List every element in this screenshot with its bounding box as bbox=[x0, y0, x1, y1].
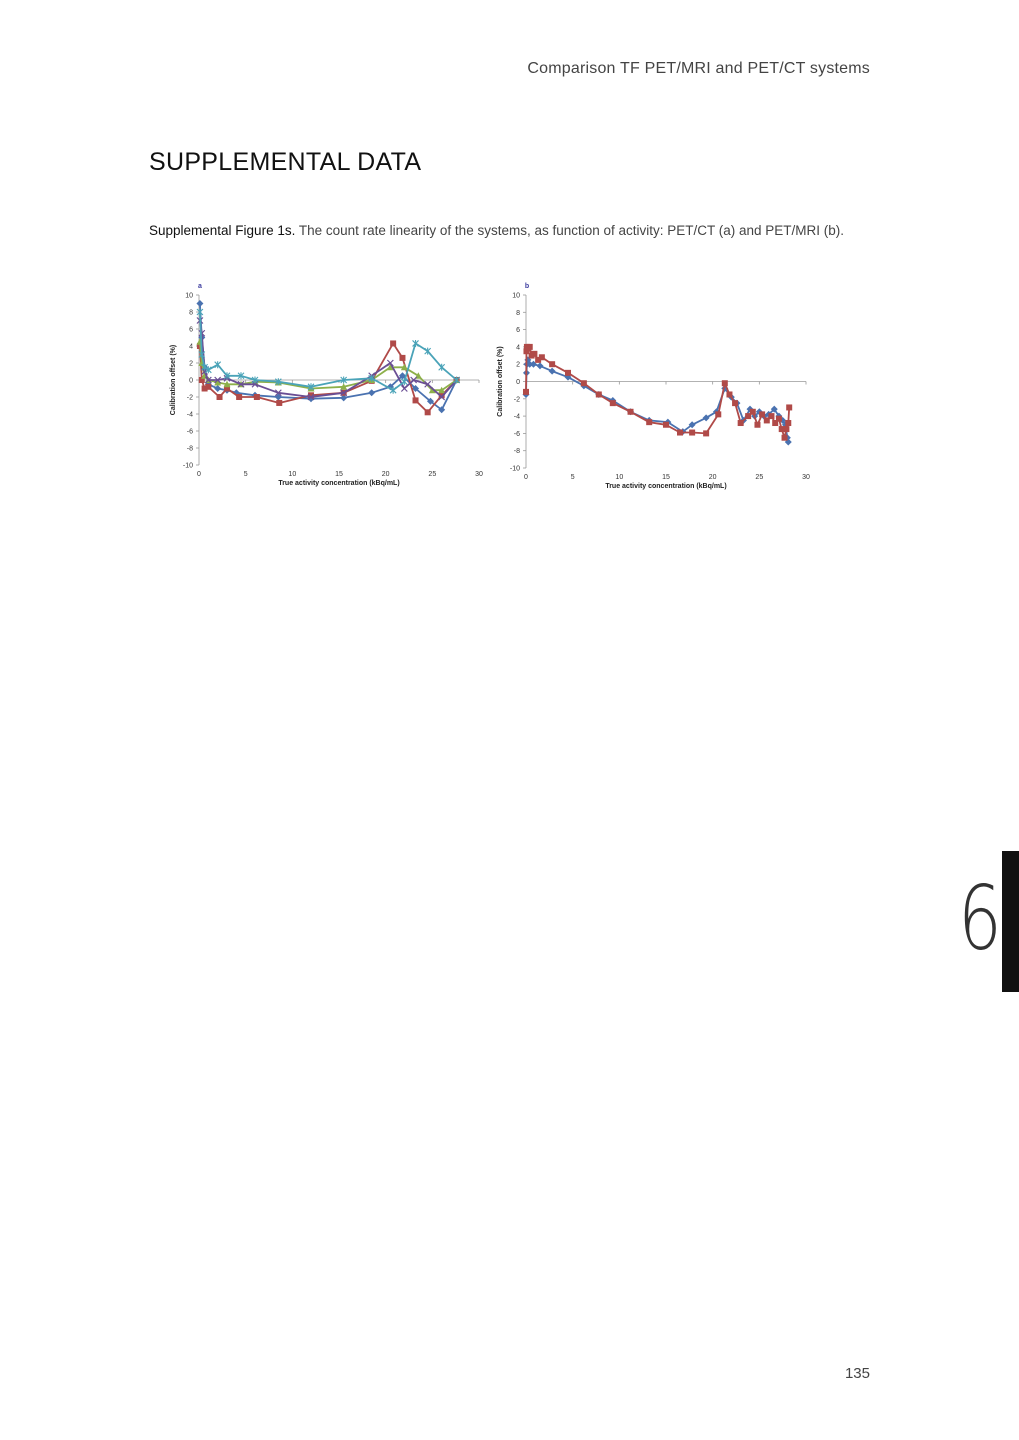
chart-b-series-2-point bbox=[549, 361, 555, 367]
chart-a-x-tick-label: 15 bbox=[335, 471, 343, 478]
chart-a-series-5-point bbox=[390, 387, 396, 394]
chart-a-series-1-point bbox=[214, 385, 221, 392]
chart-b-y-tick-label: 6 bbox=[516, 327, 520, 335]
chart-a-x-tick-label: 10 bbox=[288, 471, 297, 478]
chart-b-series-2-point bbox=[663, 422, 669, 428]
figure-caption bbox=[149, 220, 871, 242]
chapter-number: 6 bbox=[958, 867, 1002, 970]
chart-a-series-2-point bbox=[236, 394, 242, 400]
chart-a-series-2-point bbox=[399, 355, 405, 361]
chart-a-series-1-point bbox=[368, 389, 375, 396]
chart-b-y-tick-label: 4 bbox=[516, 344, 520, 352]
chart-b-series-2-point bbox=[703, 430, 709, 436]
chart-a-series-2-point bbox=[276, 400, 282, 406]
chart-a-series-5-point bbox=[401, 378, 407, 385]
chart-b-series-1-point bbox=[549, 368, 556, 375]
chart-a-y-axis-title: Calibration offset (%) bbox=[170, 344, 177, 416]
chart-b-series-2-point bbox=[539, 354, 545, 360]
chart-a-panel-label: a bbox=[198, 283, 202, 290]
chart-a-series-5-point bbox=[413, 340, 419, 347]
chart-a-series-2-point bbox=[425, 409, 431, 415]
chart-a-y-tick-label: 2 bbox=[189, 360, 193, 368]
chart-a-y-tick-label: 8 bbox=[189, 309, 193, 317]
chart-a-y-tick-label: -6 bbox=[186, 428, 193, 436]
chart-b-series-2-point bbox=[722, 380, 728, 386]
chart-b-series-1-point bbox=[537, 362, 544, 369]
chart-b-series-2-point bbox=[786, 404, 792, 410]
chart-b-series-2-point bbox=[596, 391, 602, 397]
chart-b-series-2-point bbox=[531, 351, 537, 357]
chart-b-series-2-point bbox=[783, 426, 789, 432]
chart-a-svg bbox=[165, 278, 495, 500]
chart-b-series-2-point bbox=[628, 409, 634, 415]
chart-b-y-tick-label: -8 bbox=[513, 448, 520, 456]
chart-b-y-tick-label: 2 bbox=[516, 361, 520, 369]
chart-b-series-2-point bbox=[750, 409, 756, 415]
chart-b-series-2-point bbox=[732, 400, 738, 406]
chart-b-series-2-point bbox=[782, 435, 788, 441]
chart-b-series-2-point bbox=[726, 391, 732, 397]
chart-b-series-2-point bbox=[738, 420, 744, 426]
chapter-tab bbox=[1002, 851, 1019, 992]
chart-b-panel-label: b bbox=[524, 283, 530, 290]
chart-b-x-tick-label: 0 bbox=[524, 474, 528, 481]
chart-a-y-tick-label: 4 bbox=[189, 343, 193, 351]
chart-a-y-tick-label: 6 bbox=[189, 326, 193, 334]
chart-a-y-tick-label: 10 bbox=[185, 292, 193, 300]
chart-a-x-tick-label: 25 bbox=[428, 471, 437, 478]
chart-b-svg bbox=[492, 278, 822, 500]
chart-b-x-tick-label: 10 bbox=[615, 474, 624, 481]
chart-b-y-tick-label: 0 bbox=[516, 379, 520, 386]
chart-b-series-2-point bbox=[715, 411, 721, 417]
chart-a-x-tick-label: 0 bbox=[197, 471, 201, 478]
chart-a-series-4-line bbox=[200, 321, 457, 398]
chart-b-series-2-point bbox=[610, 400, 616, 406]
chart-panel-b bbox=[492, 278, 822, 505]
chart-a-series-2-point bbox=[413, 397, 419, 403]
chart-a-series-2-point bbox=[205, 384, 211, 390]
chart-b-series-2-point bbox=[785, 420, 791, 426]
chart-b-x-tick-label: 25 bbox=[755, 474, 764, 481]
running-header: Comparison TF PET/MRI and PET/CT systems bbox=[527, 60, 870, 77]
chart-a-x-tick-label: 30 bbox=[475, 471, 483, 478]
chart-a-series-5-point bbox=[425, 348, 431, 355]
chart-a-series-5-point bbox=[439, 364, 445, 371]
caption-text: The count rate linearity of the systems, as function of activity: PET/CT (a) and PET/MRI (b). bbox=[295, 223, 845, 238]
chart-b-y-tick-label: -10 bbox=[509, 465, 520, 473]
page-number: 135 bbox=[844, 1365, 870, 1382]
chart-a-series-2-point bbox=[390, 340, 396, 346]
chart-a-series-4-point bbox=[401, 386, 407, 392]
chart-b-y-tick-label: -6 bbox=[513, 430, 520, 438]
chart-a-x-tick-label: 5 bbox=[243, 471, 248, 478]
chart-b-x-axis-title: True activity concentration (kBq/mL) bbox=[605, 483, 727, 490]
chart-b-series-2-point bbox=[768, 413, 774, 419]
chart-b-y-axis-title: Calibration offset (%) bbox=[497, 346, 504, 417]
chart-b-series-2-point bbox=[689, 430, 695, 436]
chart-b-series-2-point bbox=[776, 416, 782, 422]
chart-b-x-tick-label: 15 bbox=[662, 474, 670, 481]
chart-a-y-tick-label: -10 bbox=[182, 462, 193, 470]
chart-b-x-tick-label: 30 bbox=[802, 474, 810, 481]
chart-b-y-tick-label: 10 bbox=[512, 292, 520, 300]
chart-b-series-2-point bbox=[581, 380, 587, 386]
chart-a-series-2-point bbox=[254, 394, 260, 400]
section-title: SUPPLEMENTAL DATA bbox=[149, 148, 422, 176]
chart-b-x-tick-label: 20 bbox=[708, 474, 717, 481]
chart-b-series-2-point bbox=[523, 389, 529, 395]
chart-a-y-tick-label: 0 bbox=[189, 377, 193, 385]
chart-a-series-5-point bbox=[215, 361, 221, 368]
chart-a-y-tick-label: -4 bbox=[186, 411, 193, 419]
chart-b-y-tick-label: 8 bbox=[516, 309, 520, 317]
chart-b-y-tick-label: -2 bbox=[513, 396, 520, 404]
chart-a-series-2-point bbox=[217, 394, 223, 400]
chart-panel-a bbox=[165, 278, 495, 505]
chart-b-x-tick-label: 5 bbox=[570, 474, 575, 481]
chart-a-y-tick-label: -2 bbox=[186, 394, 193, 402]
chart-a-series-1-point bbox=[196, 300, 203, 307]
caption-label: Supplemental Figure 1s. bbox=[149, 223, 296, 238]
chart-b-series-2-point bbox=[527, 344, 533, 350]
chart-b-series-2-point bbox=[754, 422, 760, 428]
chart-b-y-tick-label: -4 bbox=[513, 413, 520, 421]
chart-a-y-tick-label: -8 bbox=[186, 445, 193, 453]
chart-b-series-2-point bbox=[677, 430, 683, 436]
chart-b-series-2-point bbox=[565, 370, 571, 376]
chart-a-x-tick-label: 20 bbox=[381, 471, 390, 478]
chart-b-series-2-point bbox=[759, 411, 765, 417]
chart-b-series-2-line bbox=[526, 347, 789, 438]
chart-a-x-axis-title: True activity concentration (kBq/mL) bbox=[278, 480, 400, 487]
chart-b-series-2-point bbox=[646, 419, 652, 425]
